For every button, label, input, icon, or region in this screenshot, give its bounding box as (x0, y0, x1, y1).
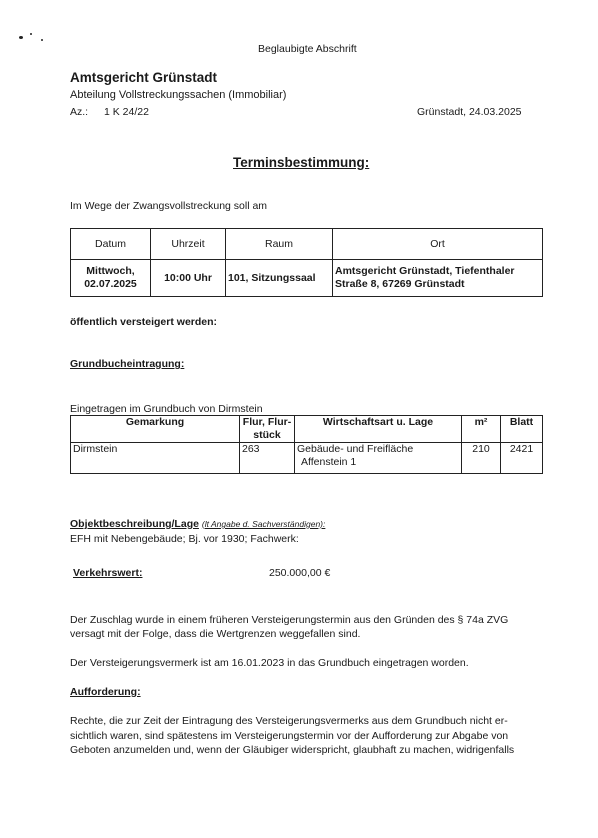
col-area: m² (462, 416, 501, 443)
cell-wirtschaftsart-line1: Gebäude- und Freifläche (297, 443, 414, 455)
paragraph-zuschlag-line2: versagt mit der Folge, dass die Wertgrenzen weggefallen sind. (70, 628, 361, 640)
verkehrswert-label: Verkehrswert: (73, 567, 143, 579)
court-name: Amtsgericht Grünstadt (70, 70, 218, 85)
col-gemarkung: Gemarkung (71, 416, 240, 443)
grundbuch-intro: Eingetragen im Grundbuch von Dirmstein (70, 403, 263, 415)
grundbuch-table-header (71, 416, 543, 443)
verkehrswert-value: 250.000,00 € (269, 567, 331, 579)
aufforderung-line1: Rechte, die zur Zeit der Eintragung des Versteigerungsvermerks aus dem Grundbuch nicht er- (70, 715, 508, 727)
copy-label: Beglaubigte Abschrift (258, 43, 357, 55)
termin-time: 10:00 Uhr (151, 260, 226, 297)
grundbuch-table (70, 415, 543, 474)
col-ort: Ort (333, 229, 543, 260)
table-row (71, 443, 543, 474)
col-blatt: Blatt (501, 416, 543, 443)
termin-date (71, 260, 151, 297)
cell-wirtschaftsart (295, 443, 462, 474)
objekt-heading: Objektbeschreibung/Lage (70, 518, 199, 530)
cell-gemarkung: Dirmstein (71, 443, 240, 474)
objekt-heading-line (70, 518, 325, 531)
scan-speck (41, 39, 43, 41)
department: Abteilung Vollstreckungssachen (Immobiliar) (70, 89, 287, 101)
col-uhrzeit: Uhrzeit (151, 229, 226, 260)
cell-wirtschaftsart-line2: Affenstein 1 (301, 456, 357, 468)
termin-place-line2: Straße 8, 67269 Grünstadt (335, 278, 465, 290)
objekt-description: EFH mit Nebengebäude; Bj. vor 1930; Fachwerk: (70, 533, 299, 545)
auction-text: öffentlich versteigert werden: (70, 316, 218, 328)
paragraph-zuschlag-line1: Der Zuschlag wurde in einem früheren Versteigerungstermin aus den Gründen des § 74a ZVG (70, 614, 509, 626)
cell-area: 210 (462, 443, 501, 474)
aufforderung-heading: Aufforderung: (70, 686, 141, 698)
scan-speck (30, 33, 32, 35)
termin-date-line1: Mittwoch, (86, 265, 135, 277)
cell-flur: 263 (240, 443, 295, 474)
termin-room: 101, Sitzungssaal (226, 260, 333, 297)
place-date: Grünstadt, 24.03.2025 (417, 106, 522, 118)
termin-table-header (71, 229, 543, 260)
document-title: Terminsbestimmung: (233, 155, 370, 170)
aufforderung-line2: sichtlich waren, sind spätestens im Versteigerungstermin vor der Aufforderung zur Abgabe von (70, 730, 509, 742)
col-datum: Datum (71, 229, 151, 260)
grundbuch-heading: Grundbucheintragung: (70, 358, 185, 370)
cell-blatt: 2421 (501, 443, 543, 474)
col-wirtschaftsart: Wirtschaftsart u. Lage (295, 416, 462, 443)
table-row (71, 260, 543, 297)
termin-place-line1: Amtsgericht Grünstadt, Tiefenthaler (335, 265, 515, 277)
scan-speck (19, 36, 23, 39)
objekt-heading-note: (lt Angabe d. Sachverständigen): (201, 519, 326, 529)
termin-place (333, 260, 543, 297)
col-flur-line2: stück (253, 429, 281, 441)
col-raum: Raum (226, 229, 333, 260)
case-label: Az.: (70, 106, 89, 118)
case-number: 1 K 24/22 (104, 106, 149, 118)
intro-text: Im Wege der Zwangsvollstreckung soll am (70, 200, 268, 212)
termin-table (70, 228, 543, 297)
col-flur-line1: Flur, Flur- (242, 416, 292, 428)
paragraph-vermerk: Der Versteigerungsvermerk ist am 16.01.2023 in das Grundbuch eingetragen worden. (70, 657, 469, 669)
termin-date-line2: 02.07.2025 (84, 278, 137, 290)
col-flur (240, 416, 295, 443)
aufforderung-line3: Geboten anzumelden und, wenn der Gläubiger widerspricht, glaubhaft zu machen, widrigenfalls (70, 744, 515, 756)
